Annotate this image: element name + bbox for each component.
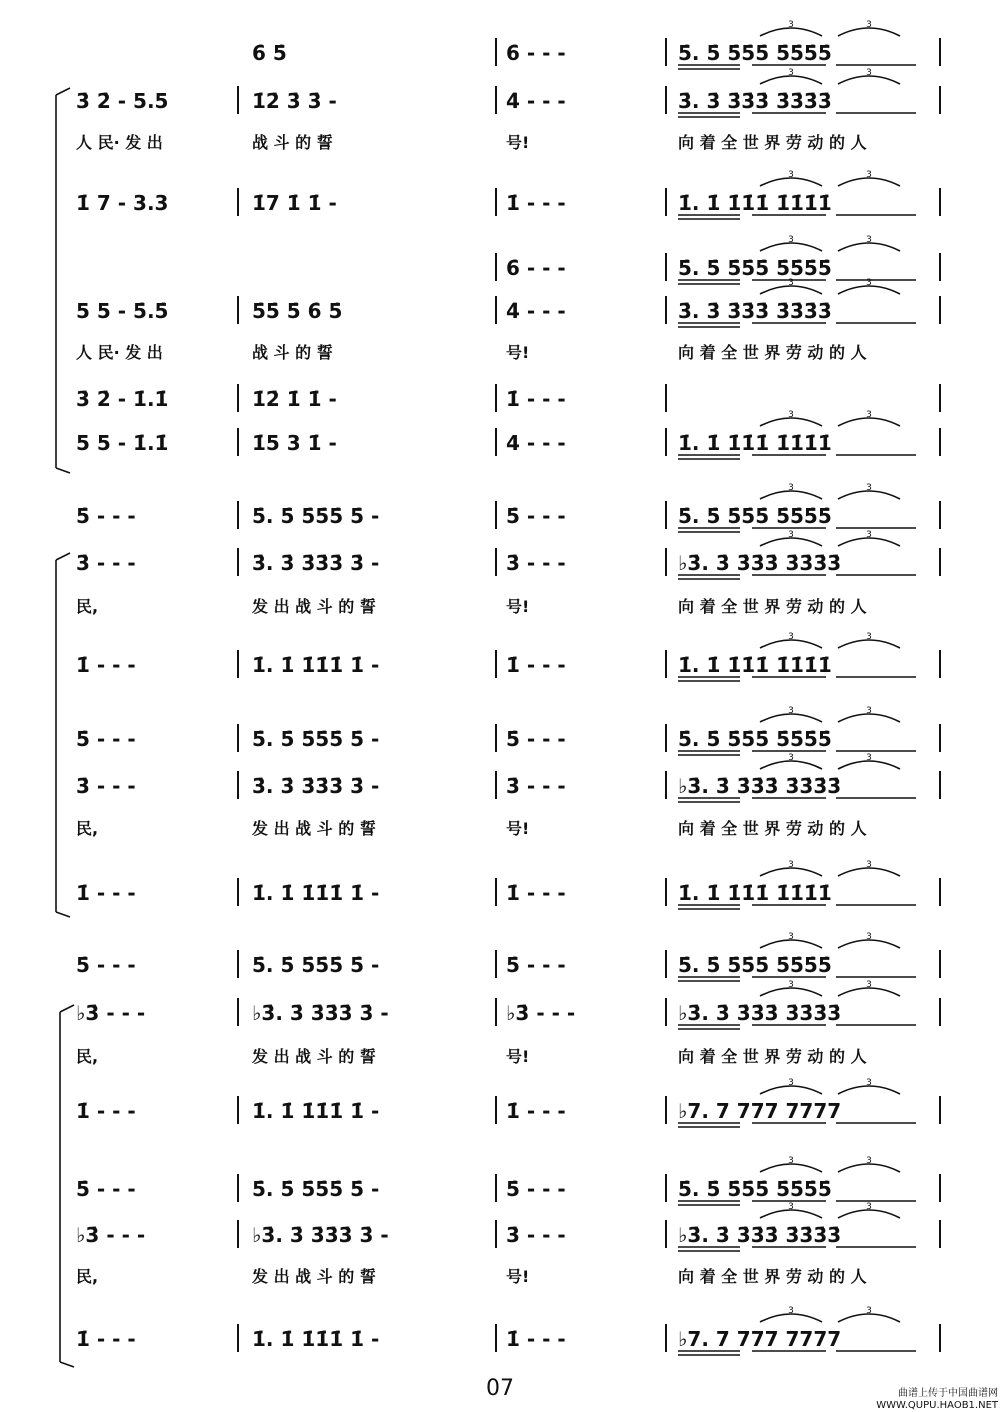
triplet-mark: 3 — [788, 706, 794, 716]
notes-measure-2: 1̇5 3 1̇ - — [252, 431, 337, 455]
notes-measure-1: ♭3̇ - - - — [76, 1223, 146, 1247]
notes-measure-3: 1̇ - - - — [506, 1327, 566, 1351]
lyric-line — [76, 597, 867, 616]
triplet-mark: 3 — [788, 753, 794, 763]
notes-measure-4: 3̇. 3̇ 3̇3̇3̇ 3̇3̇3̇3̇ — [678, 299, 832, 323]
notes-measure-1: 5 5 - 5̇.5̇ — [76, 299, 169, 323]
notes-measure-3: 1̇ - - - — [506, 387, 566, 411]
voice-line — [76, 950, 940, 978]
notes-measure-4: 1̇. 1̇ 1̇1̇1̇ 1̇1̇1̇1̇ — [678, 881, 832, 905]
triplet-mark: 3 — [788, 20, 794, 30]
notes-measure-1: 3̇ 2̇ - 1̇.1̇ — [76, 387, 169, 411]
notes-measure-1: 5̇ - - - — [76, 1177, 136, 1201]
triplet-mark: 3 — [866, 706, 872, 716]
notes-measure-4: 1̇. 1̇ 1̇1̇1̇ 1̇1̇1̇1̇ — [678, 653, 832, 677]
voice-line — [76, 1174, 940, 1202]
triplet-mark: 3 — [866, 753, 872, 763]
notes-measure-2: 5̇. 5̇ 5̇5̇5̇ 5̇ - — [252, 1177, 380, 1201]
lyric-measure-4: 向 着 全 世 界 劳 动 的 人 — [678, 1047, 867, 1066]
triplet-mark: 3 — [788, 1202, 794, 1212]
lyric-measure-4: 向 着 全 世 界 劳 动 的 人 — [678, 133, 867, 152]
notes-measure-4: ♭7. 7 777 7777 — [678, 1099, 842, 1123]
triplet-mark: 3 — [866, 410, 872, 420]
notes-measure-2: 3̇. 3̇ 3̇3̇3̇ 3̇ - — [252, 774, 380, 798]
notes-measure-4: 1̇. 1̇ 1̇1̇1̇ 1̇1̇1̇1̇ — [678, 431, 832, 455]
triplet-mark: 3 — [788, 170, 794, 180]
lyric-line — [76, 1267, 867, 1286]
notes-measure-3: 1̇ - - - — [506, 191, 566, 215]
voice-line — [76, 384, 940, 412]
notes-measure-4: ♭3̇. 3̇ 3̇3̇3̇ 3̇3̇3̇3̇ — [678, 1001, 842, 1025]
notes-measure-4: ♭7. 7 777 7777 — [678, 1327, 842, 1351]
lyric-line — [76, 133, 867, 152]
lyric-measure-4: 向 着 全 世 界 劳 动 的 人 — [678, 1267, 867, 1286]
lyric-measure-1: 民, — [76, 597, 99, 616]
notes-measure-4: ♭3̇. 3̇ 3̇3̇3̇ 3̇3̇3̇3̇ — [678, 1223, 842, 1247]
notes-measure-1: 5̇ - - - — [76, 504, 136, 528]
voice-line — [76, 188, 940, 216]
notes-measure-2: 3̇. 3̇ 3̇3̇3̇ 3̇ - — [252, 551, 380, 575]
notes-measure-1: 5̇ - - - — [76, 953, 136, 977]
triplet-mark: 3 — [866, 1202, 872, 1212]
notes-measure-3: 3̇ - - - — [506, 551, 566, 575]
triplet-mark: 3 — [866, 170, 872, 180]
triplet-mark: 3 — [788, 932, 794, 942]
notes-measure-2: 1̇2̇ 1̇ 1̇ - — [252, 387, 337, 411]
notes-measure-4: 5̇. 5̇ 5̇5̇5̇ 5̇5̇5̇5̇ — [678, 504, 832, 528]
notes-measure-1: 1̇ 7 - 3.3 — [76, 191, 169, 215]
voice-line — [76, 296, 940, 324]
lyric-measure-2: 发 出 战 斗 的 誓 — [252, 1267, 376, 1286]
triplet-mark: 3 — [866, 980, 872, 990]
lyric-measure-2: 发 出 战 斗 的 誓 — [252, 597, 376, 616]
triplet-mark: 3 — [788, 235, 794, 245]
notes-measure-3: 5̇ - - - — [506, 953, 566, 977]
notes-measure-3: 4 - - - — [506, 431, 566, 455]
notes-measure-3: 5̇ - - - — [506, 727, 566, 751]
notes-measure-1: 1̇ - - - — [76, 881, 136, 905]
lyric-line — [76, 1047, 867, 1066]
triplet-mark: 3 — [788, 860, 794, 870]
notes-measure-2: ♭3̇. 3̇ 3̇3̇3̇ 3̇ - — [252, 1001, 389, 1025]
notes-measure-3: 1̇ - - - — [506, 1099, 566, 1123]
lyric-measure-1: 民, — [76, 1047, 99, 1066]
notes-measure-3: 6̇ - - - — [506, 41, 566, 65]
lyric-measure-3: 号! — [506, 343, 530, 362]
triplet-mark: 3 — [788, 410, 794, 420]
triplet-mark: 3 — [788, 530, 794, 540]
notes-measure-4: ♭3̇. 3̇ 3̇3̇3̇ 3̇3̇3̇3̇ — [678, 551, 842, 575]
notes-measure-2: 1̇. 1̇ 1̇1̇1̇ 1̇ - — [252, 1099, 380, 1123]
triplet-mark: 3 — [866, 483, 872, 493]
triplet-mark: 3 — [866, 1156, 872, 1166]
source-url: WWW.QUPU.HAOB1.NET — [876, 1400, 998, 1411]
lyric-measure-3: 号! — [506, 1047, 530, 1066]
notes-measure-1: 3̇ - - - — [76, 774, 136, 798]
notes-measure-3: 5̇ - - - — [506, 504, 566, 528]
score-rows — [76, 38, 940, 1352]
notes-measure-3: 3̇ - - - — [506, 1223, 566, 1247]
lyric-measure-4: 向 着 全 世 界 劳 动 的 人 — [678, 597, 867, 616]
triplet-mark: 3 — [788, 1078, 794, 1088]
triplet-mark: 3 — [866, 860, 872, 870]
lyric-measure-4: 向 着 全 世 界 劳 动 的 人 — [678, 343, 867, 362]
notes-measure-1: 1̇ - - - — [76, 1099, 136, 1123]
system-2 — [76, 501, 940, 906]
notes-measure-2: 5̇. 5̇ 5̇5̇5̇ 5̇ - — [252, 727, 380, 751]
lyric-measure-2: 战 斗 的 誓 — [252, 133, 333, 152]
notes-measure-1: 5̇ - - - — [76, 727, 136, 751]
lyric-measure-1: 民, — [76, 1267, 99, 1286]
notes-measure-1: 3̇ 2̇ - 5.5 — [76, 89, 169, 113]
lyric-measure-1: 民, — [76, 819, 99, 838]
system-bracket-1 — [56, 88, 70, 473]
notes-measure-4: 1̇. 1̇ 1̇1̇1̇ 1̇1̇1̇1̇ — [678, 191, 832, 215]
triplet-mark: 3 — [788, 632, 794, 642]
triplet-mark: 3 — [788, 278, 794, 288]
triplet-mark: 3 — [866, 68, 872, 78]
score-decorations — [678, 20, 916, 1355]
triplet-mark: 3 — [788, 980, 794, 990]
page-number: 07 — [486, 1376, 514, 1401]
triplet-mark: 3 — [866, 932, 872, 942]
notes-measure-4: 5̇. 5̇ 5̇5̇5̇ 5̇5̇5̇5̇ — [678, 256, 832, 280]
triplet-mark: 3 — [866, 632, 872, 642]
lyric-measure-3: 号! — [506, 819, 530, 838]
voice-line — [76, 1220, 940, 1248]
triplet-mark: 3 — [788, 68, 794, 78]
voice-line — [76, 878, 940, 906]
voice-line — [76, 771, 940, 799]
notes-measure-2: 5̇. 5̇ 5̇5̇5̇ 5̇ - — [252, 953, 380, 977]
notes-measure-1: 5 5 - 1̇.1̇ — [76, 431, 169, 455]
notes-measure-4: 5̇. 5̇ 5̇5̇5̇ 5̇5̇5̇5̇ — [678, 727, 832, 751]
triplet-mark: 3 — [788, 1306, 794, 1316]
lyric-measure-3: 号! — [506, 1267, 530, 1286]
notes-measure-1: 1̇ - - - — [76, 1327, 136, 1351]
source-note: 曲谱上传于中国曲谱网 — [898, 1388, 998, 1399]
notes-measure-3: 1̇ - - - — [506, 653, 566, 677]
notes-measure-2: 1̇. 1̇ 1̇1̇1̇ 1̇ - — [252, 1327, 380, 1351]
voice-line — [76, 86, 940, 114]
triplet-mark: 3 — [866, 1306, 872, 1316]
lyric-measure-2: 发 出 战 斗 的 誓 — [252, 819, 376, 838]
lyric-measure-2: 发 出 战 斗 的 誓 — [252, 1047, 376, 1066]
notes-measure-4: 5̇. 5̇ 5̇5̇5̇ 5̇5̇5̇5̇ — [678, 953, 832, 977]
notes-measure-3: ♭3̇ - - - — [506, 1001, 576, 1025]
notes-measure-4: 5̇. 5̇ 5̇5̇5̇ 5̇5̇5̇5̇ — [678, 1177, 832, 1201]
notes-measure-4: ♭3̇. 3̇ 3̇3̇3̇ 3̇3̇3̇3̇ — [678, 774, 842, 798]
notes-measure-4: 3̇. 3̇ 3̇3̇3̇ 3̇3̇3̇3̇ — [678, 89, 832, 113]
lyric-measure-1: 人 民· 发 出 — [76, 133, 163, 152]
voice-line — [76, 998, 940, 1026]
notes-measure-3: 5̇ - - - — [506, 1177, 566, 1201]
notes-measure-1: 1̇ - - - — [76, 653, 136, 677]
voice-line — [76, 724, 940, 752]
lyric-measure-4: 向 着 全 世 界 劳 动 的 人 — [678, 819, 867, 838]
voice-line — [76, 548, 940, 576]
notes-measure-2: 1̇2̇ 3̇ 3̇ - — [252, 89, 337, 113]
notes-measure-3: 4̇ - - - — [506, 299, 566, 323]
lyric-line — [76, 343, 867, 362]
notes-measure-3: 1̇ - - - — [506, 881, 566, 905]
lyric-line — [76, 819, 867, 838]
triplet-mark: 3 — [866, 235, 872, 245]
notes-measure-2: ♭3̇. 3̇ 3̇3̇3̇ 3̇ - — [252, 1223, 389, 1247]
notes-measure-1: ♭3̇ - - - — [76, 1001, 146, 1025]
voice-line — [76, 650, 940, 678]
voice-line — [76, 428, 940, 456]
voice-line — [496, 253, 940, 281]
triplet-mark: 3 — [866, 278, 872, 288]
notes-measure-1: 3̇ - - - — [76, 551, 136, 575]
lyric-measure-1: 人 民· 发 出 — [76, 343, 163, 362]
lyric-measure-3: 号! — [506, 133, 530, 152]
notes-measure-2: 1̇. 1̇ 1̇1̇1̇ 1̇ - — [252, 881, 380, 905]
voice-line — [76, 501, 940, 529]
system-3 — [76, 950, 940, 1352]
triplet-mark: 3 — [788, 1156, 794, 1166]
notes-measure-3: 4̇ - - - — [506, 89, 566, 113]
triplet-mark: 3 — [866, 20, 872, 30]
notes-measure-2: 5̇5̇ 5̇ 6̇ 5̇ — [252, 299, 343, 323]
system-1 — [76, 38, 940, 456]
notes-measure-4: 5̇. 5̇ 5̇5̇5̇ 5̇5̇5̇5̇ — [678, 41, 832, 65]
triplet-mark: 3 — [788, 483, 794, 493]
triplet-mark: 3 — [866, 1078, 872, 1088]
triplet-mark: 3 — [866, 530, 872, 540]
lyric-measure-3: 号! — [506, 597, 530, 616]
notes-measure-2: 6̇ 5̇ — [252, 41, 287, 65]
system-bracket-2 — [56, 553, 70, 917]
voice-line — [252, 38, 940, 66]
voice-line — [76, 1096, 940, 1124]
notes-measure-2: 1̇. 1̇ 1̇1̇1̇ 1̇ - — [252, 653, 380, 677]
voice-line — [76, 1324, 940, 1352]
notes-measure-2: 1̇7 1̇ 1̇ - — [252, 191, 337, 215]
notes-measure-3: 3̇ - - - — [506, 774, 566, 798]
lyric-measure-2: 战 斗 的 誓 — [252, 343, 333, 362]
notes-measure-2: 5̇. 5̇ 5̇5̇5̇ 5̇ - — [252, 504, 380, 528]
notes-measure-3: 6̇ - - - — [506, 256, 566, 280]
system-bracket-3 — [60, 1005, 74, 1367]
